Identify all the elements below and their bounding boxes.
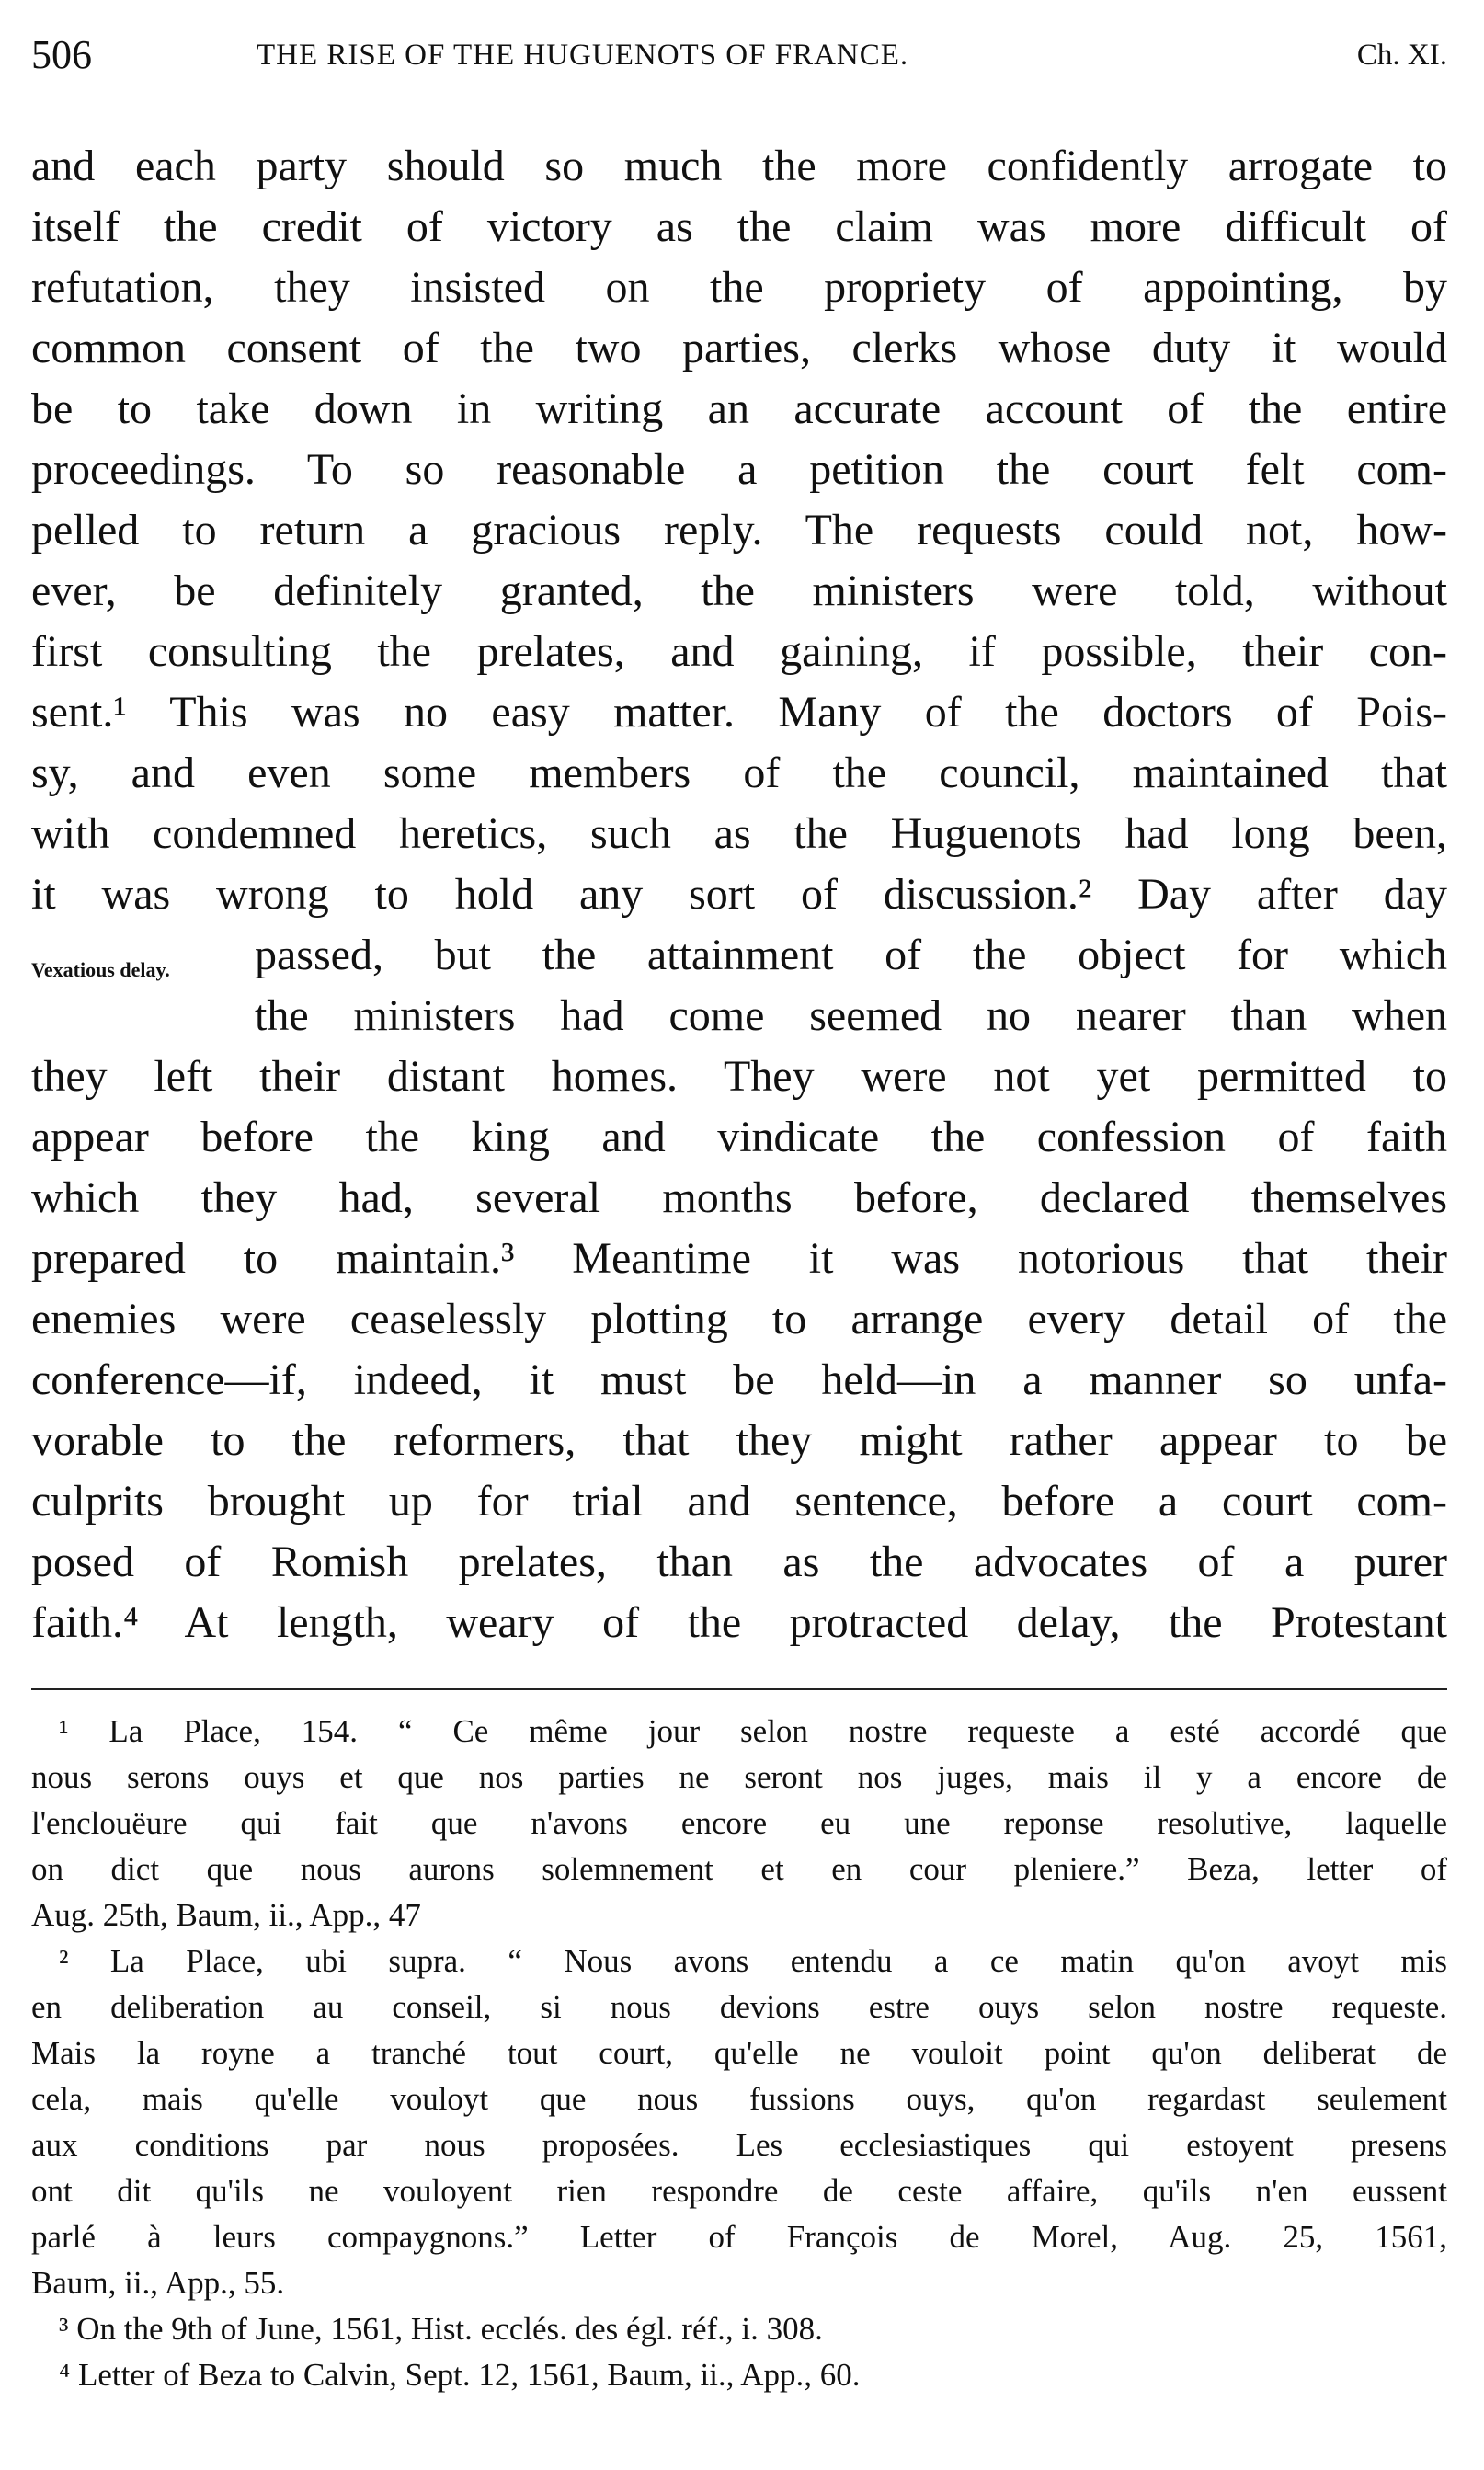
text-line: first consulting the prelates, and gaining, if possible, their con- [31, 627, 1447, 676]
text-line: proceedings. To so reasonable a petition the court felt com- [31, 445, 1447, 494]
footnote-line: ¹ La Place, 154. “ Ce même jour selon nostre requeste a esté accordé que [59, 1713, 1447, 1749]
footnote-line: nous serons ouys et que nos parties ne seront nos juges, mais il y a encore de [31, 1759, 1447, 1795]
text-line: pelled to return a gracious reply. The requests could not, how- [31, 506, 1447, 555]
text-line: culprits brought up for trial and sentence, before a court com- [31, 1477, 1447, 1526]
marginal-note: Vexatious delay. [31, 958, 170, 981]
text-line: conference—if, indeed, it must be held—in a manner so unfa- [31, 1355, 1447, 1404]
text-line: sent.¹ This was no easy matter. Many of the doctors of Pois- [31, 688, 1447, 737]
footnote-line: l'enclouëure qui fait que n'avons encore eu une reponse resolutive, laquelle [31, 1805, 1447, 1841]
text-line: faith.⁴ At length, weary of the protracted delay, the Protestant [31, 1598, 1447, 1647]
text-line: appear before the king and vindicate the confession of faith [31, 1113, 1447, 1161]
text-line: enemies were ceaselessly plotting to arrange every detail of the [31, 1295, 1447, 1344]
footnote-line: on dict que nous aurons solemnement et en cour pleniere.” Beza, letter of [31, 1851, 1447, 1887]
text-line: refutation, they insisted on the propriety of appointing, by [31, 263, 1447, 312]
text-line: sy, and even some members of the council, maintained that [31, 749, 1447, 797]
footnotes [31, 1709, 1447, 2398]
page-header [31, 26, 1447, 81]
text-line: itself the credit of victory as the claim was more difficult of [31, 202, 1447, 251]
text-line: passed, but the attainment of the object for which [255, 931, 1447, 979]
chapter-label: Ch. XI. [1356, 39, 1447, 72]
footnote-line: aux conditions par nous proposées. Les ecclesiastiques qui estoyent presens [31, 2127, 1447, 2163]
footnote-line: en deliberation au conseil, si nous devions estre ouys selon nostre requeste. [31, 1989, 1447, 2025]
footnote-line: ³ On the 9th of June, 1561, Hist. ecclés. des égl. réf., i. 308. [59, 2311, 823, 2347]
text-line: they left their distant homes. They were not yet permitted to [31, 1052, 1447, 1101]
footnote-line: parlé à leurs compaygnons.” Letter of François de Morel, Aug. 25, 1561, [31, 2219, 1447, 2255]
running-title: THE RISE OF THE HUGUENOTS OF FRANCE. [257, 39, 909, 72]
footnote-line: Mais la royne a tranché tout court, qu'elle ne vouloit point qu'on deliberat de [31, 2035, 1447, 2071]
text-line: it was wrong to hold any sort of discussion.² Day after day [31, 870, 1447, 919]
page-number: 506 [31, 32, 92, 77]
text-line: with condemned heretics, such as the Huguenots had long been, [31, 809, 1447, 858]
text-line: ever, be definitely granted, the ministers were told, without [31, 566, 1447, 615]
text-line: common consent of the two parties, clerks whose duty it would [31, 324, 1447, 372]
body-text [31, 136, 1447, 1653]
footnote-line: Aug. 25th, Baum, ii., App., 47 [31, 1897, 421, 1933]
footnote-line: ⁴ Letter of Beza to Calvin, Sept. 12, 1561, Baum, ii., App., 60. [59, 2357, 861, 2393]
text-line: vorable to the reformers, that they might rather appear to be [31, 1416, 1447, 1465]
footnote-line: ² La Place, ubi supra. “ Nous avons entendu a ce matin qu'on avoyt mis [59, 1943, 1447, 1979]
text-line: be to take down in writing an accurate account of the entire [31, 384, 1447, 433]
text-line: the ministers had come seemed no nearer than when [255, 991, 1447, 1040]
footnote-line: ont dit qu'ils ne vouloyent rien respondre de ceste affaire, qu'ils n'en eussent [31, 2173, 1447, 2209]
footnote-divider [31, 1688, 1447, 1690]
text-line: posed of Romish prelates, than as the advocates of a purer [31, 1538, 1447, 1586]
text-line: which they had, several months before, declared themselves [31, 1173, 1447, 1222]
footnote-line: cela, mais qu'elle vouloyt que nous fussions ouys, qu'on regardast seulement [31, 2081, 1447, 2117]
text-line: prepared to maintain.³ Meantime it was notorious that their [31, 1234, 1447, 1283]
footnote-line: Baum, ii., App., 55. [31, 2265, 285, 2301]
text-line: and each party should so much the more confidently arrogate to [31, 142, 1447, 190]
